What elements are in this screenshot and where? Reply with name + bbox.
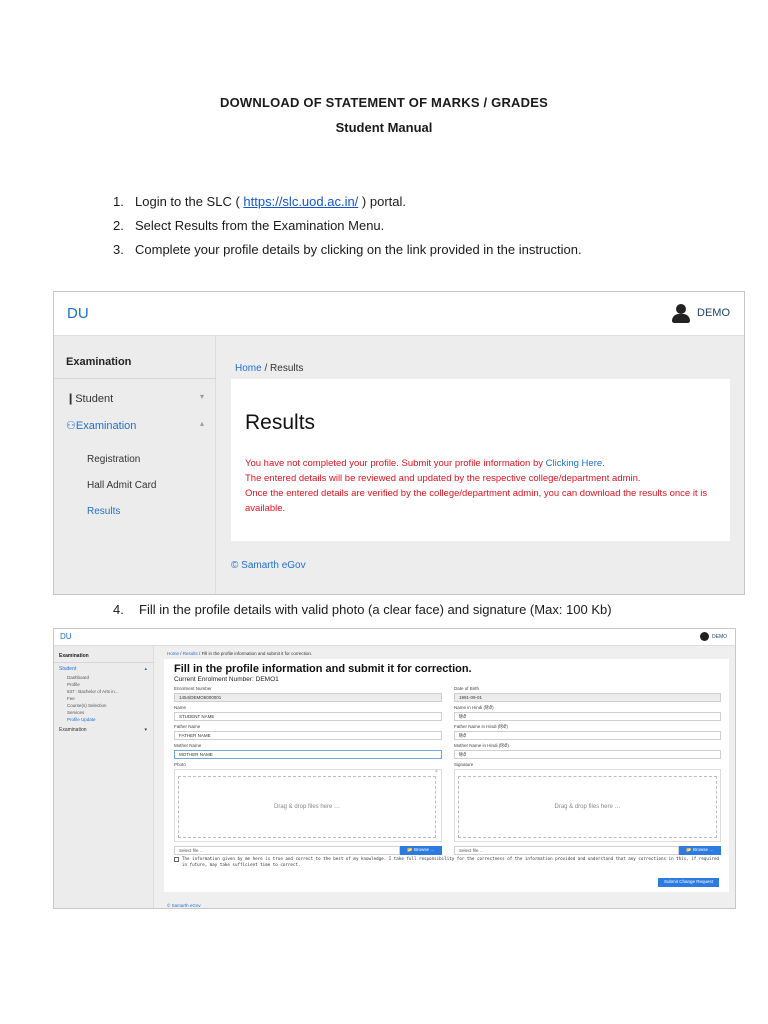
sidebar-item-label: ❙Student xyxy=(66,393,114,405)
signature-label: Signature xyxy=(454,762,474,767)
photo-browse-button[interactable]: 📂 Browse … xyxy=(400,846,442,855)
breadcrumb-separator: / xyxy=(261,363,271,374)
mother-input[interactable]: MOTHER NAME xyxy=(174,750,442,759)
profile-warning-line xyxy=(245,458,725,469)
sidebar-subitem[interactable]: 637 : Bachelor of Arts in... xyxy=(67,689,119,694)
sidebar-item-examination[interactable] xyxy=(66,419,204,432)
review-notice: The entered details will be reviewed and updated by the respective college/department admin. xyxy=(245,473,641,484)
mother-hindi-label: Mother Name in Hindi (हिंदी) xyxy=(454,743,509,748)
current-enrolment: Current Enrolment Number: DEMO1 xyxy=(174,676,279,683)
document-subtitle: Student Manual xyxy=(335,120,433,135)
clicking-here-link[interactable]: Clicking Here xyxy=(545,458,603,469)
declaration-checkbox[interactable] xyxy=(174,857,179,862)
user-name: DEMO xyxy=(712,633,727,640)
slc-portal-link[interactable]: https://slc.uod.ac.in/ xyxy=(243,194,359,209)
name-hindi-label: Name in Hindi (हिंदी) xyxy=(454,705,494,710)
photo-dropzone[interactable]: Drag & drop files here … xyxy=(178,776,436,838)
footer-credit[interactable]: © Samarth eGov xyxy=(167,903,201,908)
user-avatar-icon xyxy=(700,632,709,641)
step-text: Select Results from the Examination Menu. xyxy=(135,218,385,233)
step-3 xyxy=(113,238,582,262)
profile-form-card xyxy=(164,659,729,892)
sidebar-item-label: Examination xyxy=(59,727,87,733)
close-icon[interactable]: × xyxy=(435,769,438,775)
sidebar-title: Examination xyxy=(66,356,132,368)
enrolment-label: Enrolment Number xyxy=(174,686,212,691)
document-title: DOWNLOAD OF STATEMENT OF MARKS / GRADES xyxy=(220,95,548,110)
father-input[interactable]: FATHER NAME xyxy=(174,731,442,740)
sidebar-subitem[interactable]: Services xyxy=(67,710,85,715)
step-text: Fill in the profile details with valid photo (a clear face) and signature (Max: 100 Kb) xyxy=(139,602,612,617)
declaration-text: The information given by me here is true and correct to the best of my knowledge. I take full responsibility for the correctness of the information provided and understand that any corrections in this, if required in future, may take sufficient time to correct. xyxy=(182,856,719,867)
download-notice: Once the entered details are verified by the college/department admin, you can download the results once it is xyxy=(245,488,708,499)
brand-logo[interactable]: DU xyxy=(60,632,72,641)
signature-dropzone[interactable]: Drag & drop files here … xyxy=(458,776,717,838)
enrolment-field: 1454/DEMO5000001 xyxy=(174,693,442,702)
step-text: ) portal. xyxy=(358,194,406,209)
mother-hindi-input[interactable]: हिंदी xyxy=(454,750,721,759)
signature-file-caption: Select file ... xyxy=(454,846,679,855)
step-1 xyxy=(113,190,582,214)
chevron-down-icon: ▾ xyxy=(199,392,204,401)
sidebar-subitem[interactable]: Course(s) Selection xyxy=(67,703,107,708)
sidebar-subitem-profile-update[interactable]: Profile Update xyxy=(67,717,96,722)
step-number: 3. xyxy=(113,242,124,257)
step-number: 2. xyxy=(113,218,124,233)
steps-list xyxy=(113,190,582,262)
sidebar-subitem[interactable]: Profile xyxy=(67,682,80,687)
user-menu[interactable] xyxy=(671,302,730,324)
name-label: Name xyxy=(174,705,187,710)
user-name: DEMO xyxy=(697,307,730,319)
step-text: Complete your profile details by clicking on the link provided in the instruction. xyxy=(135,242,582,257)
breadcrumb xyxy=(235,363,303,374)
step-number: 4. xyxy=(113,602,124,617)
sidebar-subitem[interactable]: Dashboard xyxy=(67,675,90,680)
sidebar-item-examination[interactable] xyxy=(59,727,147,733)
brand-logo[interactable]: DU xyxy=(67,305,89,322)
sidebar-item-label: ⚇Examination xyxy=(66,420,137,432)
step-text: Login to the SLC ( xyxy=(135,194,244,209)
photo-label: Photo xyxy=(174,762,186,767)
sidebar-item-student[interactable] xyxy=(59,666,147,672)
sidebar-subitem-registration[interactable]: Registration xyxy=(87,454,141,465)
sidebar-subitem[interactable]: Fee xyxy=(67,696,75,701)
sidebar-subitem-hall-admit-card[interactable]: Hall Admit Card xyxy=(87,480,157,491)
sidebar-title: Examination xyxy=(59,653,89,659)
dob-field: 1991-09-01 xyxy=(454,693,721,702)
breadcrumb-current: Results xyxy=(270,363,304,374)
father-hindi-input[interactable]: हिंदी xyxy=(454,731,721,740)
name-hindi-input[interactable]: हिंदी xyxy=(454,712,721,721)
form-title: Fill in the profile information and submit it for correction. xyxy=(174,663,472,675)
chevron-down-icon: ▾ xyxy=(144,727,147,733)
signature-browse-button[interactable]: 📂 Browse … xyxy=(679,846,721,855)
name-input[interactable]: STUDENT NAME xyxy=(174,712,442,721)
mother-label: Mother Name xyxy=(174,743,202,748)
results-page-screenshot xyxy=(53,291,745,595)
page-title: Results xyxy=(245,411,316,434)
footer-credit[interactable]: © Samarth eGov xyxy=(231,560,306,571)
dob-label: Date of Birth xyxy=(454,686,480,691)
warning-text: You have not completed your profile. Submit your profile information by xyxy=(245,458,546,469)
warning-text: . xyxy=(602,458,605,469)
sidebar-subitem-results[interactable]: Results xyxy=(87,506,121,517)
father-hindi-label: Father Name in Hindi (हिंदी) xyxy=(454,724,508,729)
breadcrumb-results[interactable]: Results xyxy=(182,651,198,656)
sidebar-divider xyxy=(54,662,154,663)
sidebar-item-label: Student xyxy=(59,666,77,672)
step-2 xyxy=(113,214,582,238)
breadcrumb-current: Fill in the profile information and submit it for correction. xyxy=(201,651,313,656)
photo-file-caption: Select file ... xyxy=(174,846,400,855)
user-avatar-icon xyxy=(671,302,691,324)
sidebar-divider xyxy=(54,378,216,379)
sidebar xyxy=(54,646,154,909)
user-menu[interactable] xyxy=(700,632,727,641)
chevron-up-icon: ▴ xyxy=(144,666,147,672)
father-label: Father Name xyxy=(174,724,201,729)
step-4 xyxy=(113,602,612,617)
sidebar xyxy=(54,336,216,594)
submit-change-request-button[interactable]: Submit Change Request xyxy=(658,878,719,887)
profile-form-screenshot xyxy=(53,628,736,909)
app-header xyxy=(54,292,744,336)
download-notice-cont: available. xyxy=(245,503,286,514)
step-number: 1. xyxy=(113,194,124,209)
breadcrumb-home[interactable]: Home xyxy=(167,651,180,656)
app-header xyxy=(54,629,735,646)
sidebar-item-student[interactable] xyxy=(66,392,204,405)
results-card xyxy=(231,379,730,541)
chevron-up-icon: ▴ xyxy=(199,419,204,428)
breadcrumb: Home / Results / Fill in the profile information and submit it for correction. xyxy=(167,651,313,656)
breadcrumb-home[interactable]: Home xyxy=(235,363,262,374)
